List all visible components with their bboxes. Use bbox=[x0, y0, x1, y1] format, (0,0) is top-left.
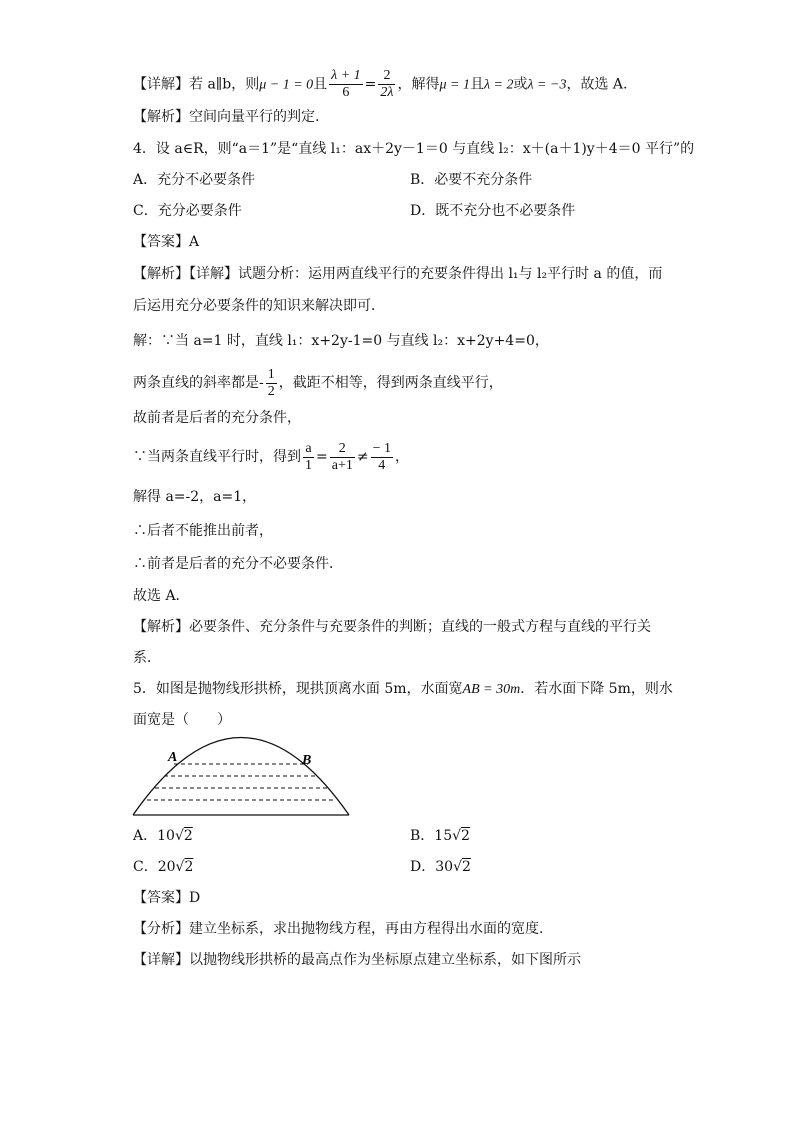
option-prefix: D． bbox=[410, 859, 436, 875]
conjunction: 且 bbox=[313, 76, 328, 93]
stem-text: 5．如图是抛物线形拱桥，现拱顶离水面 5m，水面宽 bbox=[133, 681, 463, 697]
equation: AB = 30m bbox=[462, 682, 521, 697]
q4-solution-5: 解得 a=-2，a=1， bbox=[133, 489, 257, 505]
detail-text: ，解得 bbox=[397, 76, 440, 93]
sqrt-symbol: √ bbox=[175, 859, 185, 875]
fraction bbox=[330, 441, 355, 474]
denominator: 4 bbox=[378, 457, 386, 473]
q4-analysis-2: 后运用充分必要条件的知识来解决即可． bbox=[133, 298, 385, 314]
fraction bbox=[378, 68, 395, 101]
denominator: a+1 bbox=[331, 457, 353, 473]
q4-option-b: B．必要不充分条件 bbox=[410, 172, 533, 188]
answer-tag: 【答案】 bbox=[133, 234, 189, 250]
sqrt-symbol: √ bbox=[453, 859, 462, 875]
denominator: 1 bbox=[305, 457, 312, 473]
detail-text: 以抛物线形拱桥的最高点作为坐标原点建立坐标系，如下图所示 bbox=[189, 952, 581, 968]
q4-option-a: A．充分不必要条件 bbox=[133, 172, 256, 188]
q4-final-analysis-1 bbox=[133, 617, 651, 637]
solution-text: ， bbox=[394, 449, 409, 465]
numerator: 2 bbox=[378, 68, 395, 85]
stem-text: ．若水面下降 5m，则水 bbox=[520, 681, 673, 697]
conjunction: 或 bbox=[513, 76, 528, 93]
analysis-text: 建立坐标系，求出抛物线方程，再由方程得出水面的宽度. bbox=[189, 921, 544, 937]
solution-text: ∵当两条直线平行时，得到 bbox=[133, 449, 301, 465]
fraction bbox=[303, 441, 314, 474]
parabolic-bridge-figure bbox=[130, 736, 352, 820]
option-prefix: B． bbox=[410, 828, 435, 844]
q4-solution-7: ∴前者是后者的充分不必要条件． bbox=[133, 556, 343, 572]
numerator: a bbox=[303, 441, 314, 458]
answer-value: A bbox=[189, 234, 200, 250]
option-prefix: C． bbox=[133, 859, 158, 875]
analysis-tag: 【解析】 bbox=[133, 109, 189, 125]
analysis-text: 空间向量平行的判定. bbox=[189, 109, 320, 125]
detail-tag: 【详解】 bbox=[133, 952, 189, 968]
option-coefficient: 10 bbox=[157, 828, 175, 844]
denominator: 2λ bbox=[380, 85, 394, 100]
equation: λ = −3 bbox=[527, 77, 567, 93]
q4-solution-4 bbox=[133, 438, 409, 476]
answer-tag: 【答案】 bbox=[133, 890, 189, 906]
equation: μ = 1 bbox=[439, 77, 470, 93]
option-coefficient: 15 bbox=[434, 828, 453, 844]
q5-option-b bbox=[410, 826, 470, 846]
option-coefficient: 30 bbox=[435, 859, 454, 875]
numerator: − 1 bbox=[372, 440, 391, 456]
answer-value: D bbox=[189, 890, 201, 906]
option-coefficient: 20 bbox=[157, 859, 176, 875]
q4-solution-2 bbox=[133, 365, 503, 401]
q4-option-c: C．充分必要条件 bbox=[133, 203, 242, 219]
numerator: 2 bbox=[330, 441, 355, 458]
q5-stem-1 bbox=[133, 679, 673, 700]
q5-detail bbox=[133, 950, 581, 970]
detail-tag: 【详解】 bbox=[133, 76, 189, 93]
option-radicand: 2 bbox=[461, 859, 471, 875]
denominator: 6 bbox=[342, 85, 350, 100]
q4-final-analysis-2: 系． bbox=[133, 650, 161, 666]
analysis-text: 必要条件、充分条件与充要条件的判断；直线的一般式方程与直线的平行关 bbox=[189, 619, 651, 635]
numerator: λ + 1 bbox=[331, 68, 361, 83]
equals-sign: = bbox=[364, 76, 377, 93]
not-equal-sign: ≠ bbox=[356, 449, 369, 465]
q5-stem-2: 面宽是（ ） bbox=[133, 712, 231, 728]
option-radicand: 2 bbox=[461, 828, 470, 844]
q5-option-d bbox=[410, 857, 471, 877]
detail-text: 若 a∥b，则 bbox=[189, 76, 260, 93]
q4-solution-6: ∴后者不能推出前者， bbox=[133, 523, 273, 539]
q4-solution-8: 故选 A． bbox=[133, 588, 190, 604]
sqrt-symbol: √ bbox=[452, 828, 462, 844]
q5-option-a bbox=[133, 826, 193, 846]
solution-text: 两条直线的斜率都是- bbox=[133, 375, 264, 391]
analysis-tag: 【分析】 bbox=[133, 921, 189, 937]
q4-option-d: D．既不充分也不必要条件 bbox=[410, 203, 576, 219]
point-b-label: B bbox=[302, 753, 312, 768]
q4-answer bbox=[133, 232, 199, 252]
analysis-tag: 【解析】 bbox=[133, 619, 189, 635]
q4-stem: 4．设 a∈R，则“a＝1”是“直线 l₁：ax＋2y－1＝0 与直线 l₂：x＋(a＋1)y＋4＝0 平行”的 bbox=[133, 141, 695, 157]
water-lines bbox=[147, 764, 335, 800]
option-prefix: A． bbox=[133, 828, 158, 844]
q4-analysis-1 bbox=[133, 264, 662, 284]
q4-solution-1: 解：∵当 a=1 时，直线 l₁：x+2y-1=0 与直线 l₂：x+2y+4=0， bbox=[133, 333, 549, 349]
equals-sign: = bbox=[316, 449, 328, 465]
solution-text: ，截距不相等，得到两条直线平行， bbox=[278, 375, 503, 391]
detail-text: ，故选 A. bbox=[566, 76, 628, 93]
q3-detail-line bbox=[133, 68, 628, 100]
conjunction: 且 bbox=[469, 76, 484, 93]
denominator: 2 bbox=[267, 383, 275, 399]
q3-analysis-line bbox=[133, 107, 319, 127]
q5-analysis bbox=[133, 919, 543, 939]
q5-answer bbox=[133, 888, 200, 908]
analysis-tag: 【解析】【详解】 bbox=[133, 266, 238, 282]
fraction bbox=[371, 441, 393, 474]
numerator: 1 bbox=[267, 366, 275, 382]
analysis-text: 试题分析：运用两直线平行的充要条件得出 l₁与 l₂平行时 a 的值，而 bbox=[238, 266, 663, 282]
equation: μ − 1 = 0 bbox=[259, 77, 314, 93]
fraction bbox=[329, 68, 363, 101]
sqrt-symbol: √ bbox=[174, 828, 184, 844]
fraction bbox=[266, 367, 277, 400]
q4-solution-3: 故前者是后者的充分条件， bbox=[133, 410, 301, 426]
q5-option-c bbox=[133, 857, 193, 877]
option-radicand: 2 bbox=[184, 859, 194, 875]
equation: λ = 2 bbox=[483, 77, 514, 93]
option-radicand: 2 bbox=[183, 828, 193, 844]
point-a-label: A bbox=[168, 750, 178, 765]
